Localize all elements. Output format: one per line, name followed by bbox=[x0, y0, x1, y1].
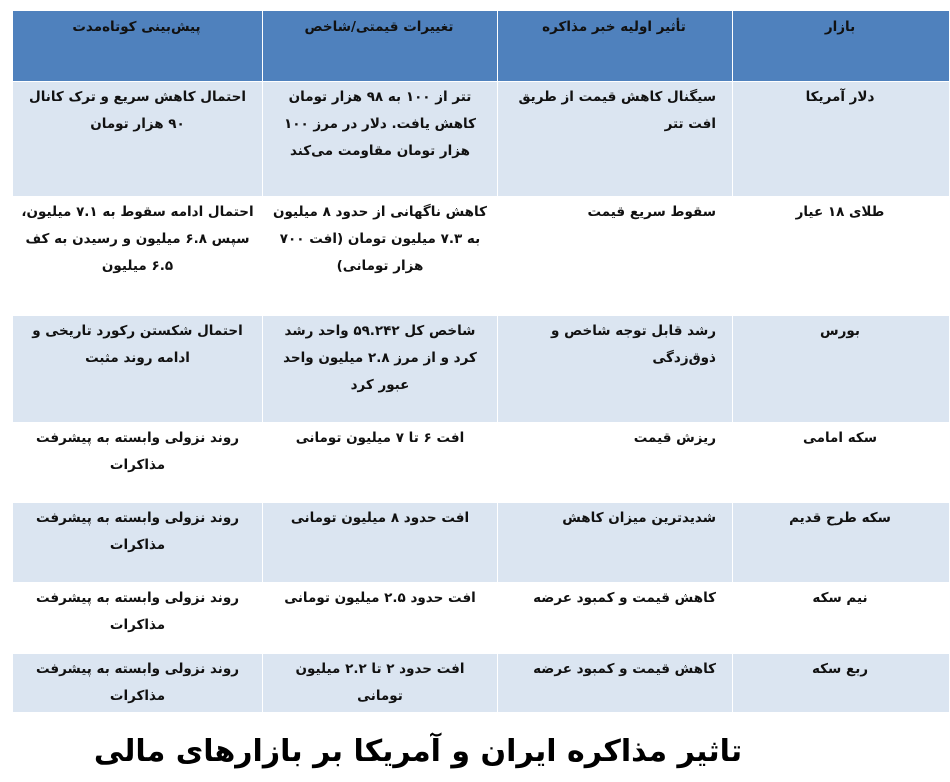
cell-price-change: تتر از ۱۰۰ به ۹۸ هزار تومان کاهش یافت. دلار در مرز ۱۰۰ هزار تومان مقاومت می‌کند bbox=[263, 82, 498, 197]
cell-initial-impact: سقوط سریع قیمت bbox=[498, 197, 733, 316]
cell-price-change: افت حدود ۲.۵ میلیون تومانی bbox=[263, 583, 498, 654]
cell-short-term-forecast: روند نزولی وابسته به پیشرفت مذاکرات bbox=[13, 583, 263, 654]
cell-market: سکه امامی bbox=[733, 423, 950, 503]
table-row bbox=[13, 316, 950, 423]
table-body bbox=[13, 82, 950, 713]
header-market: بازار bbox=[733, 11, 950, 82]
cell-market: نیم سکه bbox=[733, 583, 950, 654]
table-row bbox=[13, 503, 950, 583]
cell-short-term-forecast: روند نزولی وابسته به پیشرفت مذاکرات bbox=[13, 423, 263, 503]
cell-market: دلار آمریکا bbox=[733, 82, 950, 197]
cell-initial-impact: سیگنال کاهش قیمت از طریق افت تتر bbox=[498, 82, 733, 197]
cell-market: طلای ۱۸ عیار bbox=[733, 197, 950, 316]
cell-price-change: شاخص کل ۵۹.۲۴۲ واحد رشد کرد و از مرز ۲.۸ میلیون واحد عبور کرد bbox=[263, 316, 498, 423]
cell-price-change: افت حدود ۲ تا ۲.۲ میلیون تومانی bbox=[263, 654, 498, 713]
header-row bbox=[13, 11, 950, 82]
cell-short-term-forecast: روند نزولی وابسته به پیشرفت مذاکرات bbox=[13, 654, 263, 713]
cell-initial-impact: کاهش قیمت و کمبود عرضه bbox=[498, 583, 733, 654]
page-title: تاثیر مذاکره ایران و آمریکا بر بازارهای مالی bbox=[93, 734, 743, 769]
table-row bbox=[13, 82, 950, 197]
cell-short-term-forecast: احتمال کاهش سریع و ترک کانال ۹۰ هزار تومان bbox=[13, 82, 263, 197]
table-row bbox=[13, 423, 950, 503]
cell-initial-impact: ریزش قیمت bbox=[498, 423, 733, 503]
cell-market: سکه طرح قدیم bbox=[733, 503, 950, 583]
header-short-term-forecast: پیش‌بینی کوتاه‌مدت bbox=[13, 11, 263, 82]
cell-price-change: افت حدود ۸ میلیون تومانی bbox=[263, 503, 498, 583]
header-price-change: تغییرات قیمتی/شاخص bbox=[263, 11, 498, 82]
table-row bbox=[13, 583, 950, 654]
cell-market: بورس bbox=[733, 316, 950, 423]
header-initial-impact: تأثیر اولیه خبر مذاکره bbox=[498, 11, 733, 82]
cell-market: ربع سکه bbox=[733, 654, 950, 713]
market-impact-table bbox=[12, 10, 950, 713]
cell-price-change: افت ۶ تا ۷ میلیون تومانی bbox=[263, 423, 498, 503]
table-header bbox=[13, 11, 950, 82]
cell-short-term-forecast: احتمال شکستن رکورد تاریخی و ادامه روند مثبت bbox=[13, 316, 263, 423]
cell-initial-impact: کاهش قیمت و کمبود عرضه bbox=[498, 654, 733, 713]
cell-initial-impact: شدیدترین میزان کاهش bbox=[498, 503, 733, 583]
cell-price-change: کاهش ناگهانی از حدود ۸ میلیون به ۷.۳ میلیون تومان (افت ۷۰۰ هزار تومانی) bbox=[263, 197, 498, 316]
cell-short-term-forecast: روند نزولی وابسته به پیشرفت مذاکرات bbox=[13, 503, 263, 583]
cell-short-term-forecast: احتمال ادامه سقوط به ۷.۱ میلیون، سپس ۶.۸ میلیون و رسیدن به کف ۶.۵ میلیون bbox=[13, 197, 263, 316]
table-row bbox=[13, 654, 950, 713]
cell-initial-impact: رشد قابل توجه شاخص و ذوق‌زدگی bbox=[498, 316, 733, 423]
table-row bbox=[13, 197, 950, 316]
